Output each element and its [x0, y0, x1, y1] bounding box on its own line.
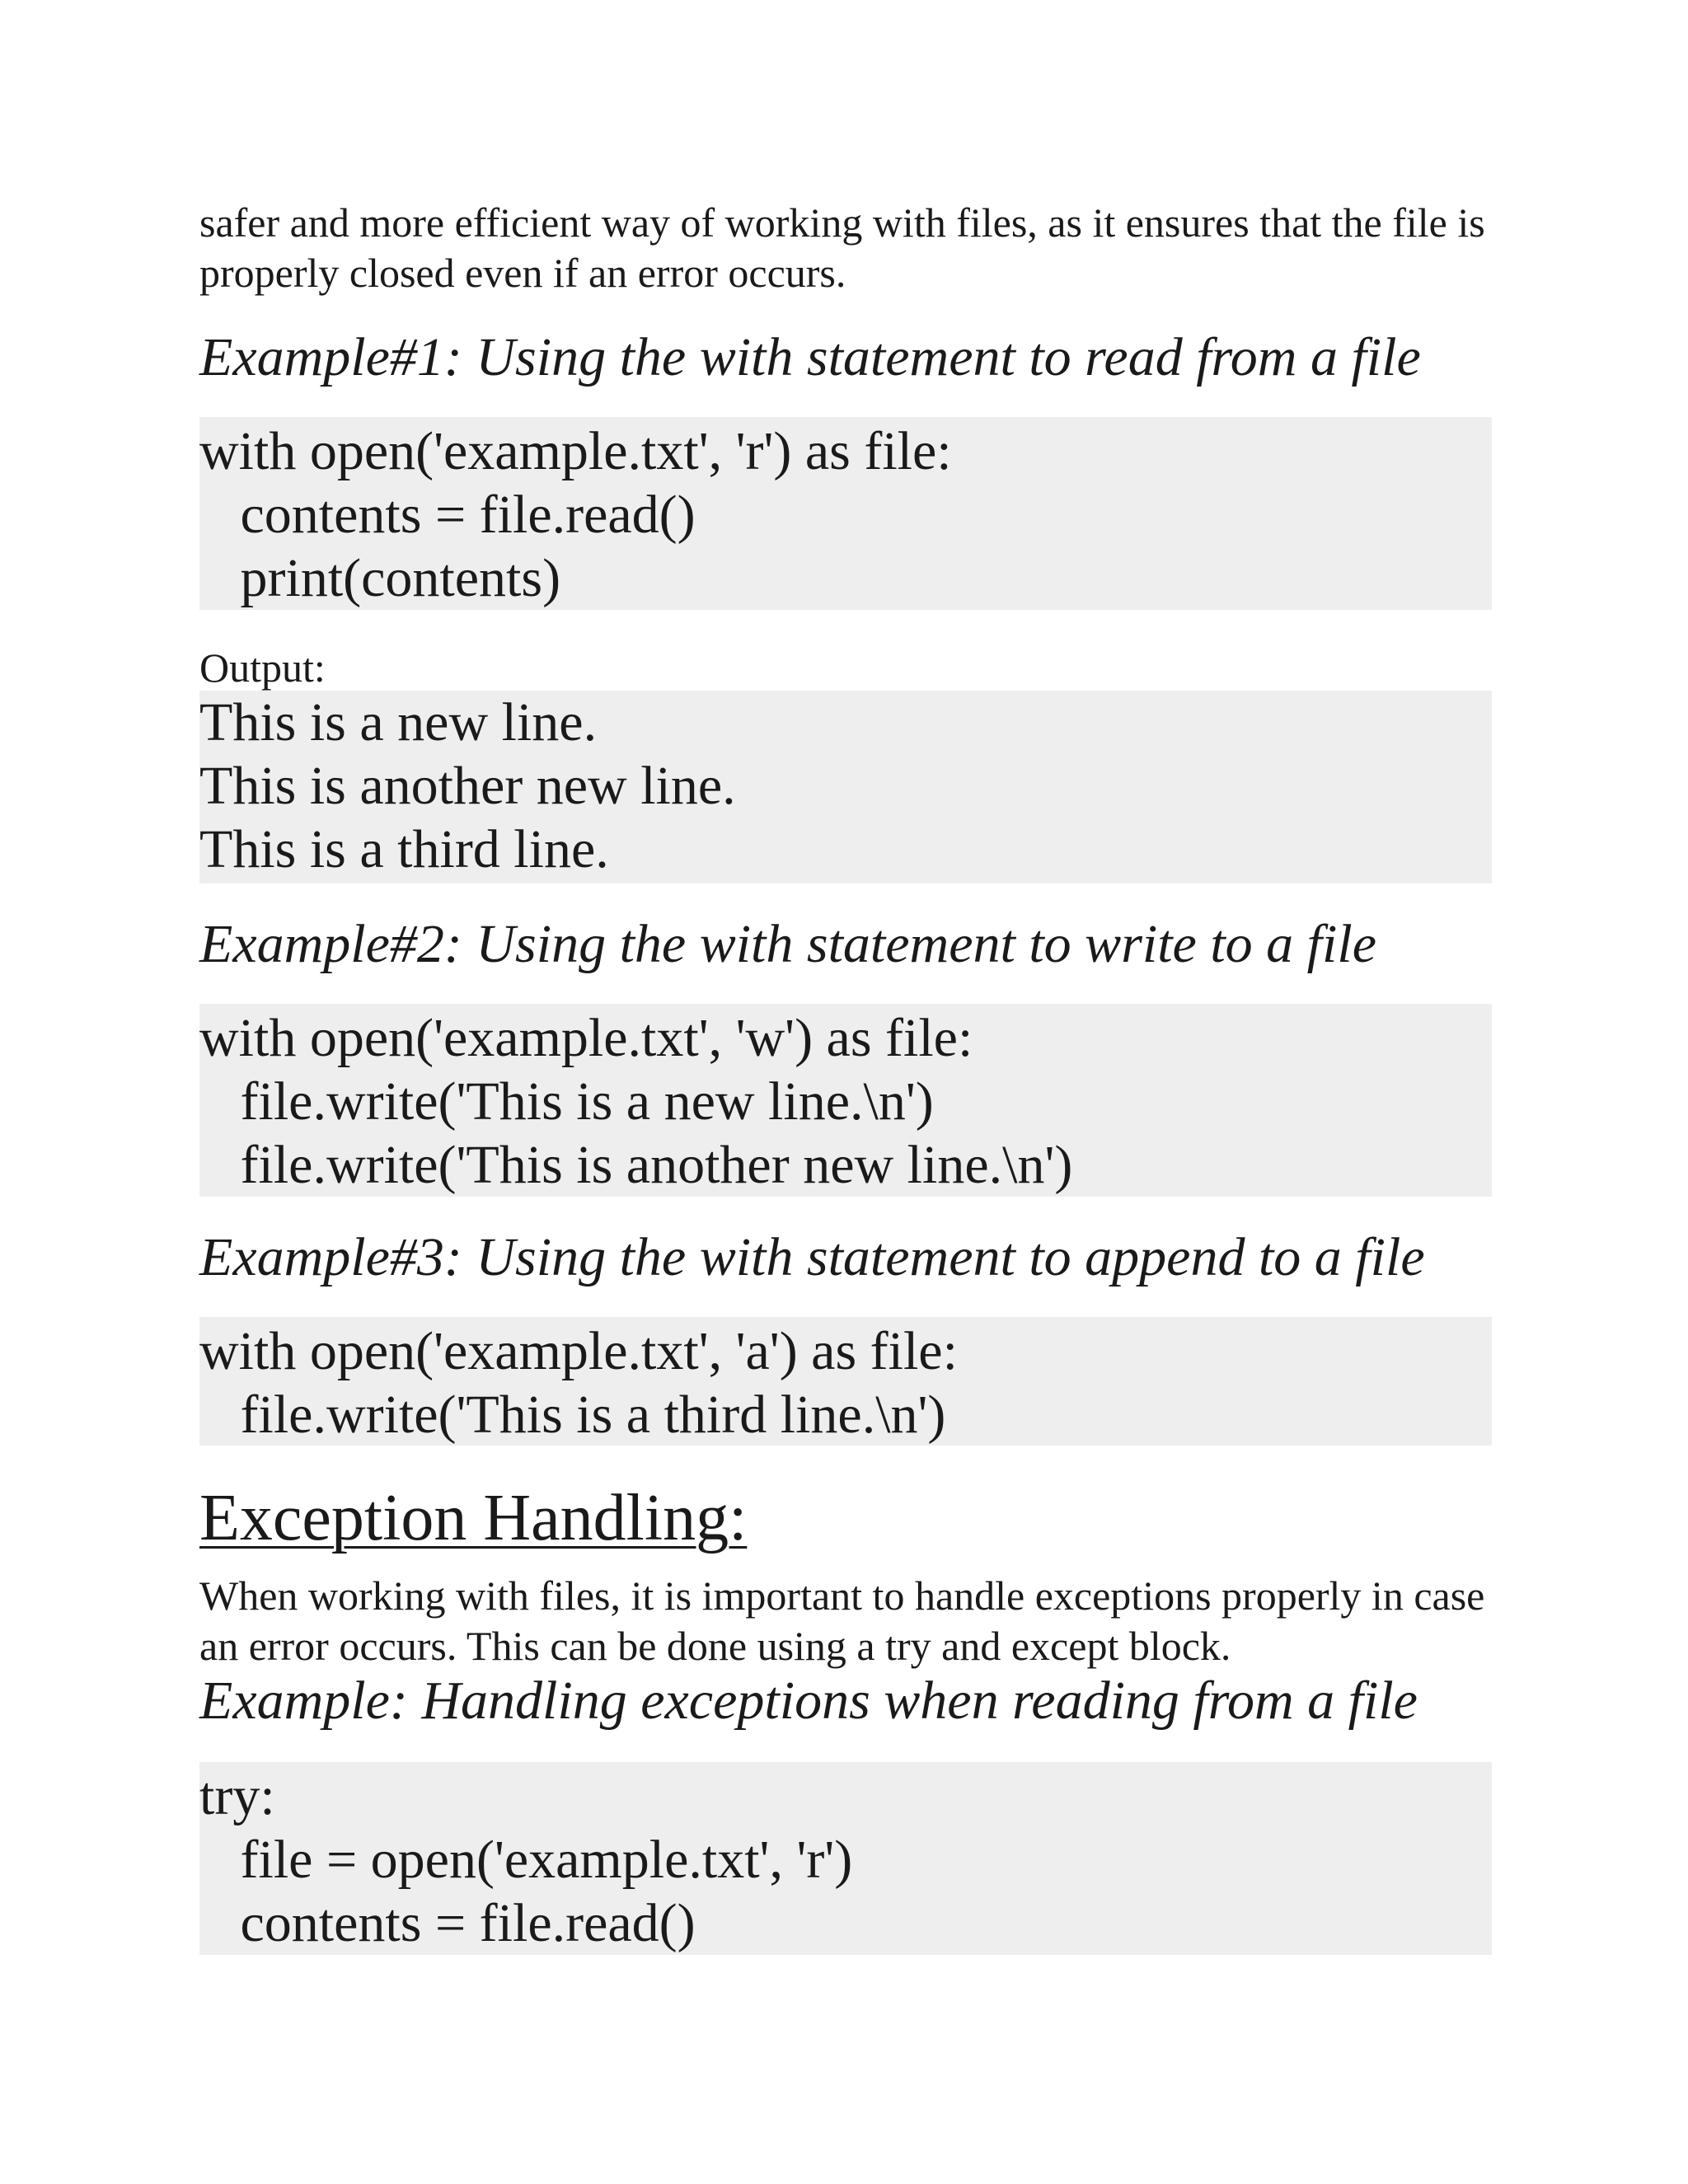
section-title: Exception Handling:	[199, 1482, 748, 1554]
output-line: This is another new line.	[199, 756, 736, 816]
example3-heading: Example#3: Using the with statement to append to a file	[199, 1227, 1425, 1287]
exception-line: When working with files, it is important to handle exceptions properly in case	[199, 1572, 1485, 1619]
output-block	[199, 691, 1492, 883]
code-line: file.write('This is another new line.\n')	[199, 1135, 1073, 1195]
intro-line: safer and more efficient way of working with files, as it ensures that the file is	[199, 199, 1485, 246]
intro-line: properly closed even if an error occurs.	[199, 250, 846, 296]
example1-code-block	[199, 417, 1492, 610]
exception-code-block	[199, 1762, 1492, 1955]
code-line: file = open('example.txt', 'r')	[199, 1830, 853, 1890]
code-line: with open('example.txt', 'a') as file:	[199, 1321, 958, 1381]
code-line: contents = file.read()	[199, 1893, 696, 1953]
exception-example-heading: Example: Handling exceptions when reading from a file	[199, 1671, 1418, 1731]
example2-code-block	[199, 1004, 1492, 1197]
code-line: try:	[199, 1766, 275, 1826]
code-line: contents = file.read()	[199, 485, 696, 545]
intro-paragraph	[199, 198, 1492, 298]
example3-code-block	[199, 1317, 1492, 1446]
exception-line: an error occurs. This can be done using a try and except block.	[199, 1623, 1231, 1669]
code-line: file.write('This is a new line.\n')	[199, 1071, 934, 1132]
code-line: with open('example.txt', 'r') as file:	[199, 421, 952, 481]
code-line: print(contents)	[199, 548, 561, 608]
example1-heading: Example#1: Using the with statement to read from a file	[199, 327, 1421, 387]
output-line: This is a third line.	[199, 819, 609, 879]
exception-paragraph	[199, 1571, 1492, 1671]
code-line: file.write('This is a third line.\n')	[199, 1385, 946, 1445]
example2-heading: Example#2: Using the with statement to write to a file	[199, 914, 1376, 974]
output-line: This is a new line.	[199, 692, 598, 752]
output-label: Output:	[199, 644, 326, 691]
code-line: with open('example.txt', 'w') as file:	[199, 1008, 973, 1068]
